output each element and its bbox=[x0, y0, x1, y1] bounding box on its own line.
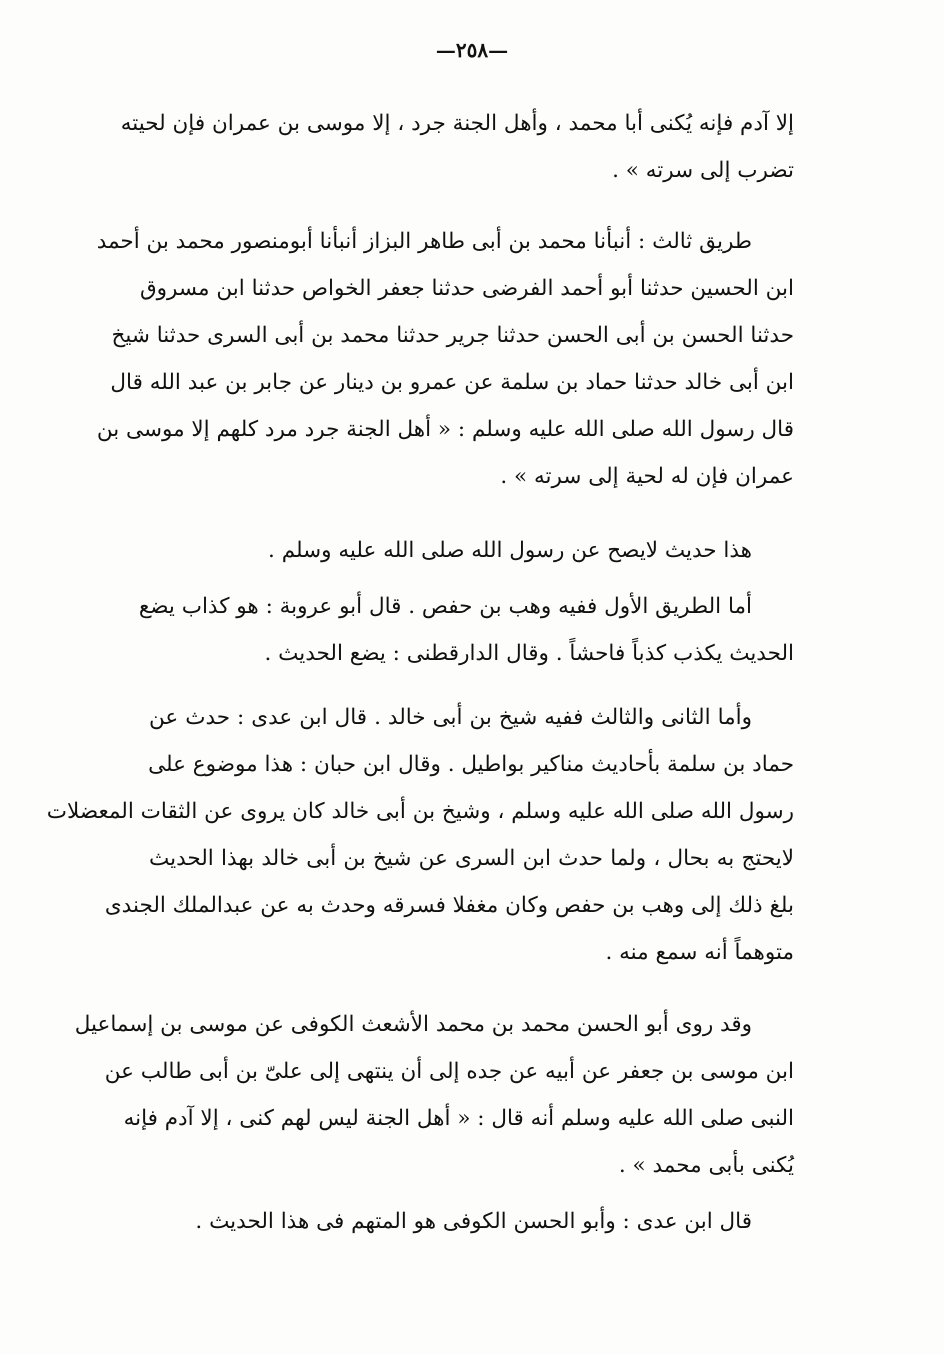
paragraph-6 bbox=[74, 1001, 794, 1189]
text-line: حدثنا الحسن بن أبى الحسن حدثنا جرير حدثنا محمد بن أبى السرى حدثنا شيخ bbox=[111, 323, 794, 348]
text-line: طريق ثالث : أنبأنا محمد بن أبى طاهر البزاز أنبأنا أبومنصور محمد بن أحمد bbox=[96, 229, 752, 254]
text-line: هذا حديث لايصح عن رسول الله صلى الله عليه وسلم . bbox=[268, 538, 752, 563]
text-line: قال رسول الله صلى الله عليه وسلم : « أهل الجنة جرد مرد كلهم إلا موسى بن bbox=[96, 417, 794, 442]
text-line: ابن الحسين حدثنا أبو أحمد الفرضى حدثنا جعفر الخواص حدثنا ابن مسروق bbox=[139, 276, 794, 301]
text-line: عمران فإن له لحية إلى سرته » . bbox=[500, 464, 794, 489]
text-line: الحديث يكذب كذباً فاحشاً . وقال الدارقطنى : يضع الحديث . bbox=[264, 641, 794, 666]
text-line: أما الطريق الأول ففيه وهب بن حفص . قال أبو عروبة : هو كذاب يضع bbox=[138, 594, 752, 619]
text-line: تضرب إلى سرته » . bbox=[612, 158, 794, 183]
text-line: حماد بن سلمة بأحاديث مناكير بواطيل . وقال ابن حبان : هذا موضوع على bbox=[148, 752, 794, 777]
text-line: ابن أبى خالد حدثنا حماد بن سلمة عن عمرو بن دينار عن جابر بن عبد الله قال bbox=[110, 370, 794, 395]
text-line: وأما الثانى والثالث ففيه شيخ بن أبى خالد . قال ابن عدى : حدث عن bbox=[149, 705, 752, 730]
text-line: النبى صلى الله عليه وسلم أنه قال : « أهل الجنة ليس لهم كنى ، إلا آدم فإنه bbox=[123, 1106, 794, 1131]
text-line: متوهماً أنه سمع منه . bbox=[605, 940, 794, 965]
text-line: ابن موسى بن جعفر عن أبيه عن جده إلى أن ينتهى إلى علىّ بن أبى طالب عن bbox=[104, 1059, 794, 1084]
paragraph-3 bbox=[149, 527, 794, 574]
paragraph-2 bbox=[96, 218, 794, 500]
paragraph-7 bbox=[149, 1198, 794, 1245]
page-number: —٢٥٨— bbox=[435, 38, 509, 62]
paragraph-4 bbox=[138, 583, 794, 677]
text-line: قال ابن عدى : وأبو الحسن الكوفى هو المتهم فى هذا الحديث . bbox=[195, 1209, 752, 1234]
text-line: لايحتج به بحال ، ولما حدث ابن السرى عن شيخ بن أبى خالد بهذا الحديث bbox=[149, 846, 794, 871]
text-line: إلا آدم فإنه يُكنى أبا محمد ، وأهل الجنة جرد ، إلا موسى بن عمران فإن لحيته bbox=[120, 111, 794, 136]
text-line: رسول الله صلى الله عليه وسلم ، وشيخ بن أبى خالد كان يروى عن الثقات المعضلات bbox=[46, 799, 794, 824]
text-line: يُكنى بأبى محمد » . bbox=[618, 1153, 794, 1178]
text-line: وقد روى أبو الحسن محمد بن محمد الأشعث الكوفى عن موسى بن إسماعيل bbox=[74, 1012, 752, 1037]
text-line: بلغ ذلك إلى وهب بن حفص وكان مغفلا فسرقه وحدث به عن عبدالملك الجندى bbox=[104, 893, 794, 918]
paragraph-1 bbox=[120, 100, 794, 194]
paragraph-5 bbox=[46, 694, 794, 976]
